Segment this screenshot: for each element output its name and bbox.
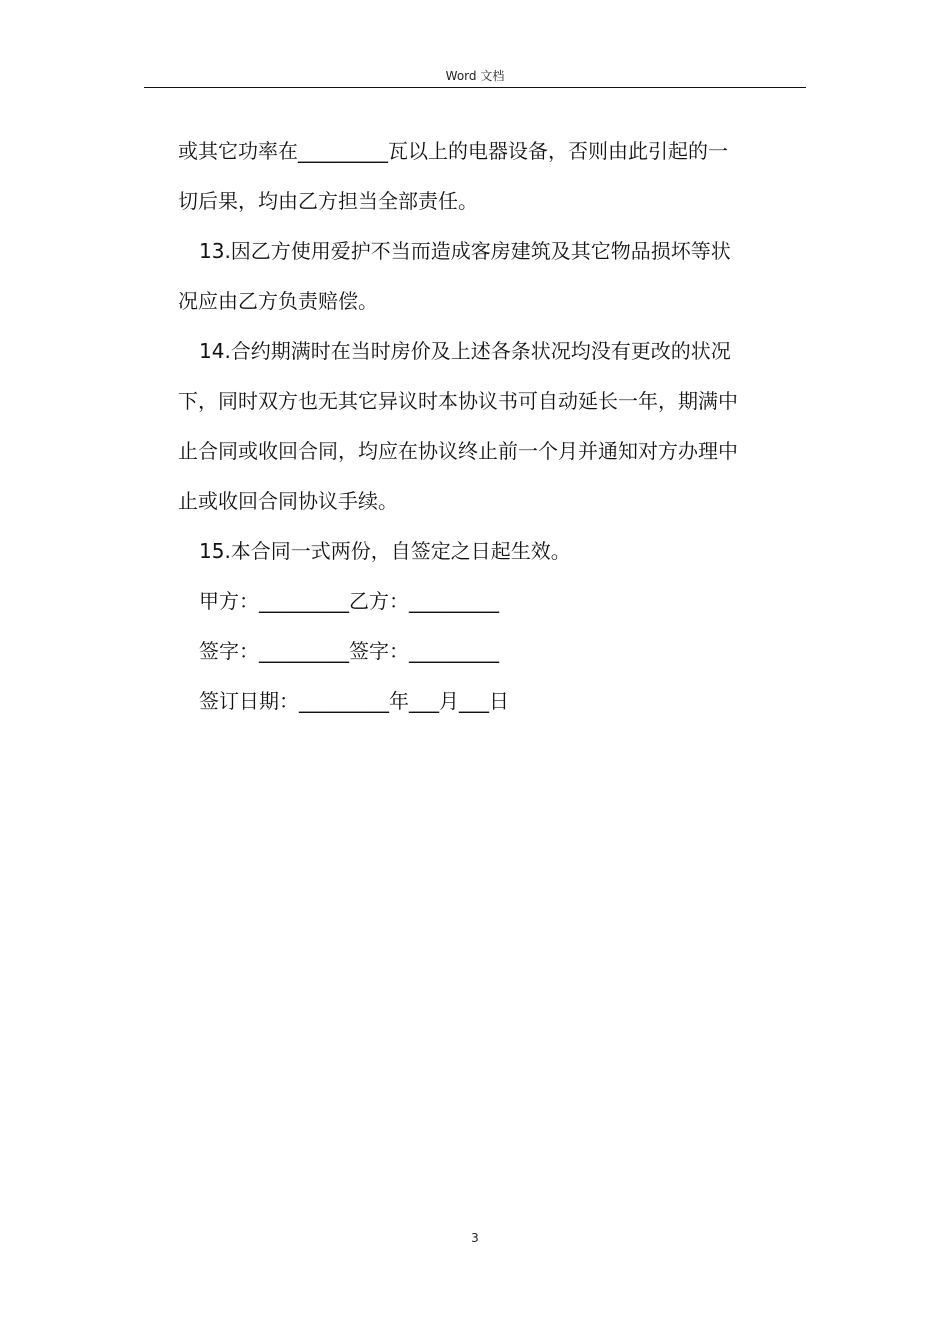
header-divider	[144, 87, 806, 88]
document-body	[178, 126, 804, 726]
clause-12-line-2: 切后果，均由乙方担当全部责任。	[178, 189, 478, 213]
sign-line: 签字：_________签字：_________	[199, 639, 499, 663]
clause-14-line-3: 止合同或收回合同，均应在协议终止前一个月并通知对方办理中	[178, 439, 738, 463]
page-header: Word 文档	[445, 69, 505, 83]
clause-14-line-1: 14.合约期满时在当时房价及上述各条状况均没有更改的状况	[199, 339, 731, 363]
clause-15: 15.本合同一式两份，自签定之日起生效。	[199, 539, 571, 563]
sign-date-line: 签订日期：_________年___月___日	[199, 689, 509, 713]
party-signature-line: 甲方：_________乙方：_________	[199, 589, 499, 613]
clause-13-line-1: 13.因乙方使用爱护不当而造成客房建筑及其它物品损坏等状	[199, 239, 731, 263]
clause-14-line-2: 下，同时双方也无其它异议时本协议书可自动延长一年，期满中	[178, 389, 738, 413]
page-number: 3	[471, 1231, 479, 1245]
clause-13-line-2: 况应由乙方负责赔偿。	[178, 289, 378, 313]
clause-12-line-1: 或其它功率在_________瓦以上的电器设备，否则由此引起的一	[178, 139, 728, 163]
clause-14-line-4: 止或收回合同协议手续。	[178, 489, 398, 513]
